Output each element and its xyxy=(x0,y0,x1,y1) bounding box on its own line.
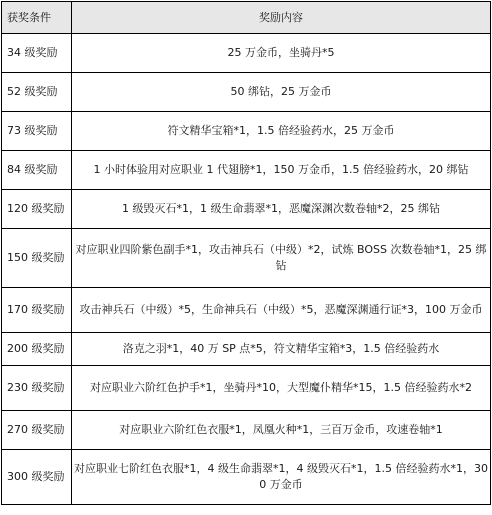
table-row xyxy=(2,190,491,229)
row-reward: 对应职业四阶紫色副手*1，攻击神兵石（中级）*2，试炼 BOSS 次数卷轴*1，25 绑钻 xyxy=(72,229,491,288)
table-row xyxy=(2,333,491,366)
row-level: 150 级奖励 xyxy=(2,229,72,288)
table-row xyxy=(2,366,491,411)
row-level: 120 级奖励 xyxy=(2,190,72,229)
table-row xyxy=(2,73,491,112)
header-reward: 奖励内容 xyxy=(72,2,491,34)
table-row xyxy=(2,112,491,151)
row-reward: 50 绑钻，25 万金币 xyxy=(72,73,491,112)
row-reward: 对应职业七阶红色衣服*1，4 级生命翡翠*1，4 级毁灭石*1，1.5 倍经验药水*1，300 万金币 xyxy=(72,450,491,505)
row-reward: 攻击神兵石（中级）*5，生命神兵石（中级）*5，恶魔深渊通行证*3，100 万金币 xyxy=(72,288,491,333)
table-row xyxy=(2,34,491,73)
row-reward: 对应职业六阶红色衣服*1，凤凰火种*1，三百万金币，攻速卷轴*1 xyxy=(72,411,491,450)
row-level: 300 级奖励 xyxy=(2,450,72,505)
row-level: 84 级奖励 xyxy=(2,151,72,190)
row-level: 73 级奖励 xyxy=(2,112,72,151)
table-row xyxy=(2,229,491,288)
reward-table-container xyxy=(1,1,490,505)
row-level: 230 级奖励 xyxy=(2,366,72,411)
table-row xyxy=(2,450,491,505)
table-row xyxy=(2,151,491,190)
row-level: 200 级奖励 xyxy=(2,333,72,366)
table-row xyxy=(2,411,491,450)
row-reward: 1 级毁灭石*1，1 级生命翡翠*1，恶魔深渊次数卷轴*2，25 绑钻 xyxy=(72,190,491,229)
row-reward: 1 小时体验用对应职业 1 代翅膀*1，150 万金币，1.5 倍经验药水，20 绑钻 xyxy=(72,151,491,190)
row-reward: 符文精华宝箱*1，1.5 倍经验药水，25 万金币 xyxy=(72,112,491,151)
row-level: 170 级奖励 xyxy=(2,288,72,333)
level-reward-table xyxy=(1,1,491,505)
row-reward: 洛克之羽*1，40 万 SP 点*5，符文精华宝箱*3，1.5 倍经验药水 xyxy=(72,333,491,366)
table-row xyxy=(2,288,491,333)
row-level: 270 级奖励 xyxy=(2,411,72,450)
row-level: 52 级奖励 xyxy=(2,73,72,112)
row-reward: 25 万金币，坐骑丹*5 xyxy=(72,34,491,73)
row-reward: 对应职业六阶红色护手*1，坐骑丹*10，大型魔仆精华*15，1.5 倍经验药水*2 xyxy=(72,366,491,411)
header-condition: 获奖条件 xyxy=(2,2,72,34)
table-header-row xyxy=(2,2,491,34)
row-level: 34 级奖励 xyxy=(2,34,72,73)
